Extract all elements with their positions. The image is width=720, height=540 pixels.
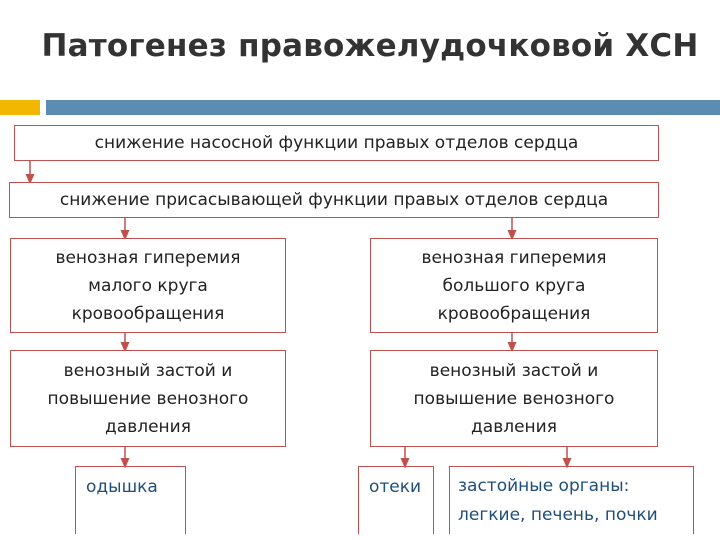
slide-title: Патогенез правожелудочковой ХСН [41,28,699,64]
node-hyperemia-small-circle [10,238,286,333]
node-dyspnea [75,466,186,534]
node-congested-organs [449,466,694,534]
node-pump-function-text: снижение насосной функции правых отделов сердца [94,133,579,153]
node-suction-function-text: снижение присасывающей функции правых отделов сердца [59,190,609,210]
node-edema-text: отеки [369,477,422,497]
node-pump-function [14,125,659,161]
node-hyperemia-large-circle-text: венозная гиперемия большого круга кровообращения [421,247,607,324]
node-dyspnea-text: одышка [86,477,158,497]
node-hyperemia-large-circle [370,238,658,333]
node-congested-organs-line2: легкие, печень, почки [458,505,658,525]
node-edema [358,466,434,534]
node-venous-stasis-left [10,350,286,447]
node-suction-function [9,182,659,218]
node-venous-stasis-left-text: венозный застой и повышение венозного давления [47,360,249,437]
node-congested-organs-line1: застойные органы: [458,476,630,496]
node-hyperemia-small-circle-text: венозная гиперемия малого круга кровообращения [55,247,241,324]
node-venous-stasis-right-text: венозный застой и повышение венозного давления [413,360,615,437]
node-venous-stasis-right [370,350,658,447]
